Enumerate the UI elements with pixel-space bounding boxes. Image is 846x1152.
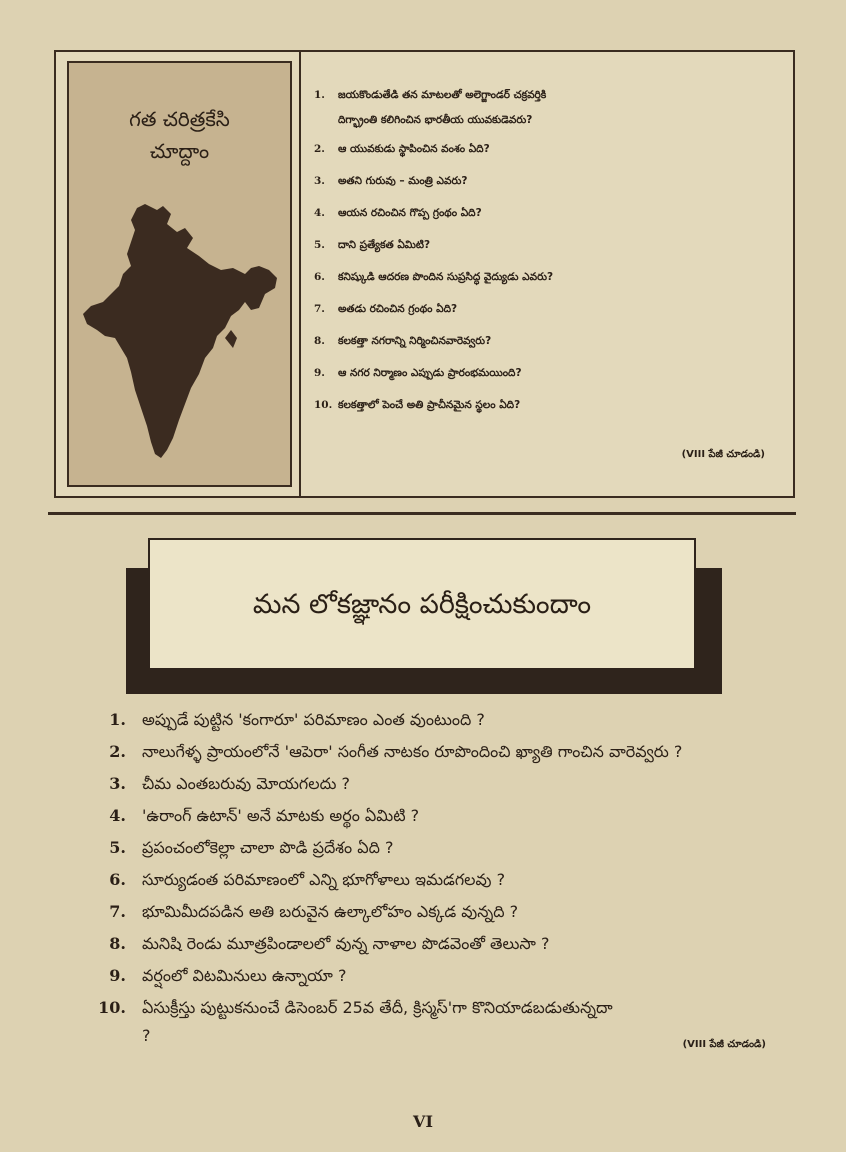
history-question: 7. అతడు రచించిన గ్రంథం ఏది?: [314, 303, 458, 315]
gk-question: 8. మనిషి రెండు మూత్రపిండాలలో వున్న నాళాల పొడవెంతో తెలుసా ?: [109, 934, 550, 953]
india-map-icon: [75, 198, 285, 478]
history-question: 1. జయకొండుతేడి తన మాటలతో అలెగ్జాండర్ చక్రవర్తికి దిగ్భ్రాంతి కలిగించిన భారతీయ యువకుడెవరు?: [314, 89, 547, 126]
history-quiz-box: [54, 50, 795, 498]
history-question: 9. ఆ నగర నిర్మాణం ఎప్పుడు ప్రారంభమయింది?: [314, 367, 522, 379]
section-divider: [48, 512, 796, 515]
history-question: 8. కలకత్తా నగరాన్ని నిర్మించినవారెవ్వరు?: [314, 335, 492, 347]
history-quiz-title: గత చరిత్రకేసి చూద్దాం: [129, 107, 230, 163]
box-divider: [299, 52, 301, 496]
history-answer-reference: (VIII పేజీ చూడండి): [681, 449, 765, 460]
history-question: 3. అతని గురువు – మంత్రి ఎవరు?: [314, 175, 468, 187]
history-question: 5. దాని ప్రత్యేకత ఏమిటి?: [314, 239, 431, 251]
history-question-list: [314, 88, 784, 430]
history-question: 6. కనిష్కుడి ఆదరణ పొందిన సుప్రసిద్ధ వైద్యుడు ఎవరు?: [314, 271, 554, 283]
gk-question: 2. నాలుగేళ్ళ ప్రాయంలోనే 'ఆపెరా' సంగీత నాటకం రూపొందించి ఖ్యాతి గాంచిన వారెవ్వరు ?: [109, 742, 683, 761]
gk-question: 10. ఏసుక్రీస్తు పుట్టుకనుంచే డిసెంబర్ 25వ తేదీ, క్రిస్మస్'గా కొనియాడబడుతున్నదా ?: [98, 998, 613, 1045]
gk-question: 1. అప్పుడే పుట్టిన 'కంగారూ' పరిమాణం ఎంత వుంటుంది ?: [109, 710, 485, 729]
general-knowledge-title: మన లోకజ్ఞానం పరీక్షించుకుందాం: [252, 589, 592, 620]
history-question: 10. కలకత్తాలో పెంచే అతి ప్రాచీనమైన స్థలం ఏది?: [314, 399, 521, 411]
gk-answer-reference: (VIII పేజీ చూడండి): [682, 1039, 766, 1050]
general-knowledge-title-box: [148, 538, 696, 670]
history-question: 2. ఆ యువకుడు స్థాపించిన వంశం ఏది?: [314, 143, 490, 155]
gk-question: 7. భూమిమీదపడిన అతి బరువైన ఉల్కాలోహం ఎక్కడ వున్నది ?: [109, 902, 519, 921]
history-question: 4. ఆయన రచించిన గొప్ప గ్రంథం ఏది?: [314, 207, 482, 219]
gk-question: 4. 'ఉరాంగ్ ఉటాన్' అనే మాటకు అర్థం ఏమిటి ?: [109, 806, 420, 825]
gk-question: 5. ప్రపంచంలోకెల్లా చాలా పొడి ప్రదేశం ఏది ?: [109, 838, 394, 857]
gk-question: 9. వర్షంలో విటమినులు ఉన్నాయా ?: [109, 966, 347, 985]
map-panel: [67, 61, 292, 487]
gk-question: 6. సూర్యుడంత పరిమాణంలో ఎన్ని భూగోళాలు ఇమడగలవు ?: [109, 870, 506, 889]
general-knowledge-question-list: [86, 706, 766, 1054]
gk-question: 3. చీమ ఎంతబరువు మోయగలదు ?: [109, 774, 351, 793]
page-number: VI: [413, 1112, 433, 1131]
